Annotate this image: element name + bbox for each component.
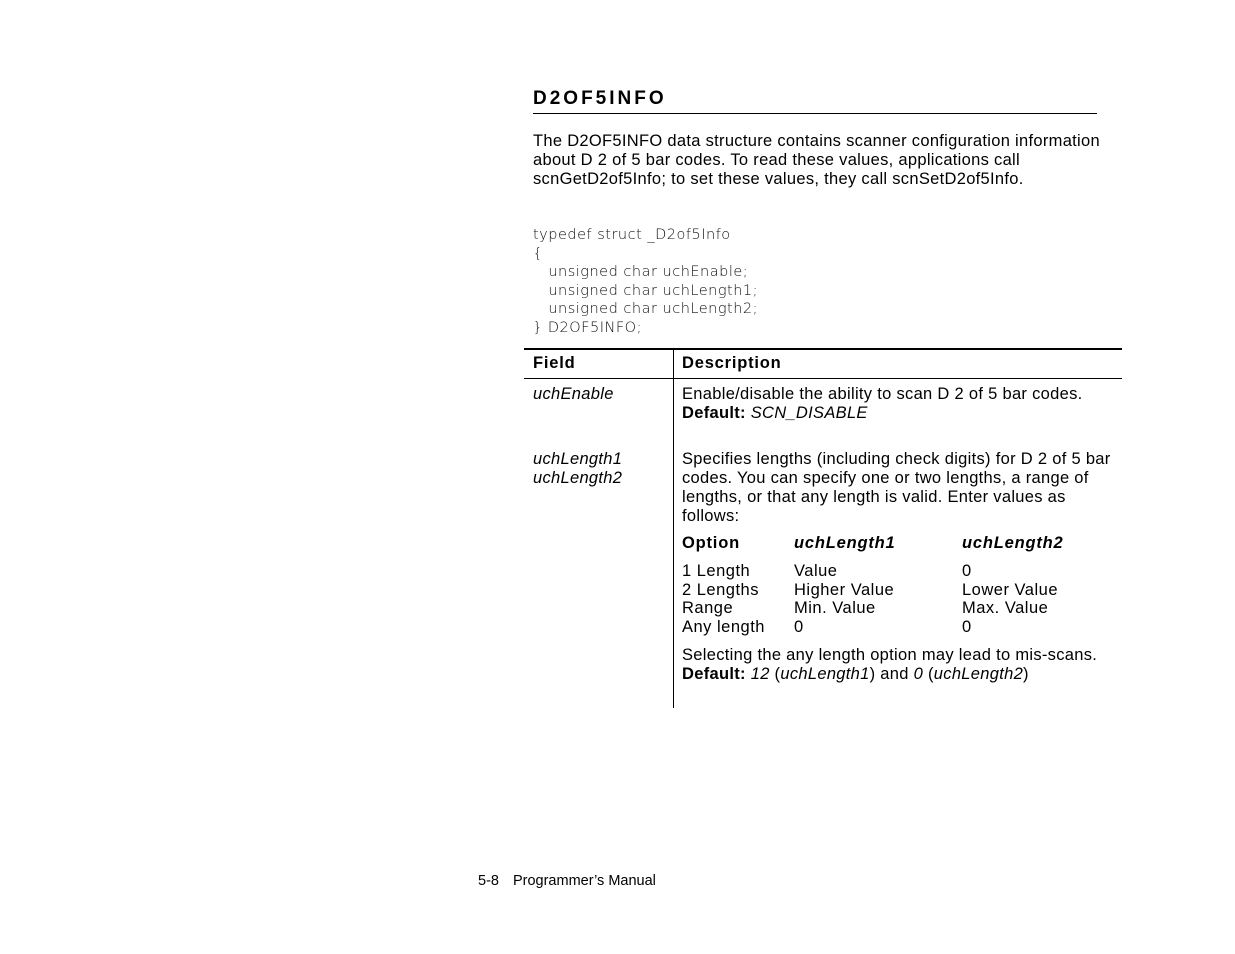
code-line: unsigned char uchLength1; [533, 282, 759, 299]
field-uchLength1: uchLength1 [533, 450, 623, 468]
uchLength-description: Specifies lengths (including check digits) for D 2 of 5 bar codes. You can specify one or two lengths, a range of lengths, or that any length is valid. Enter values as follows: [682, 450, 1111, 525]
len2-value: Max. Value [962, 599, 1049, 618]
option-header-len1: uchLength1 [794, 534, 896, 552]
page-number: 5-8 [478, 873, 499, 889]
uchLength-default: Default: 12 (uchLength1) and 0 (uchLength2) [682, 665, 1029, 683]
code-line: { [533, 245, 543, 262]
default-field-2: uchLength2 [933, 665, 1024, 683]
option-name: 2 Lengths [682, 580, 759, 599]
page-footer [478, 873, 670, 890]
code-block [533, 226, 758, 338]
default-field-1: uchLength1 [780, 665, 870, 683]
uchEnable-default [682, 404, 1114, 423]
table-header-rule [524, 378, 1122, 379]
code-line: typedef struct _D2of5Info [533, 227, 731, 243]
len1-value: Higher Value [794, 580, 895, 599]
field-uchLength2: uchLength2 [533, 469, 623, 487]
uchLength-note [682, 646, 1114, 684]
option-name: Any length [682, 617, 765, 636]
default-and: and [880, 665, 909, 683]
manual-title: Programmer’s Manual [512, 873, 656, 889]
field-uchLength [533, 450, 622, 488]
field-uchEnable: uchEnable [533, 385, 614, 403]
default-value-1: 12 [750, 665, 770, 683]
table-header-field: Field [533, 354, 576, 372]
uchEnable-desc-text: Enable/disable the ability to scan D 2 of 5 bar codes. [682, 385, 1083, 403]
len2-value: 0 [962, 562, 972, 580]
uchEnable-description [682, 385, 1114, 423]
title-divider [533, 113, 1097, 114]
code-line: unsigned char uchEnable; [533, 264, 749, 281]
len2-value: 0 [962, 617, 972, 636]
default-value-2: 0 [913, 665, 924, 683]
code-line: } D2OF5INFO; [533, 319, 642, 336]
option-column [682, 562, 765, 636]
option-name: 1 Length [682, 562, 751, 580]
default-label: Default: [682, 404, 746, 422]
table-column-divider [673, 349, 674, 708]
len1-value: 0 [794, 617, 804, 636]
table-header-description: Description [682, 354, 782, 372]
note-text: Selecting the any length option may lead to mis-scans. [682, 646, 1098, 664]
option-header-len2: uchLength2 [962, 534, 1064, 552]
len1-value: Min. Value [794, 599, 876, 618]
len1-column [794, 562, 894, 636]
len2-value: Lower Value [962, 580, 1059, 599]
default-value: SCN_DISABLE [750, 404, 868, 422]
len2-column [962, 562, 1058, 636]
option-header: Option [682, 534, 740, 552]
table-top-rule [524, 348, 1122, 350]
len1-value: Value [794, 562, 838, 580]
intro-paragraph: The D2OF5INFO data structure contains scanner configuration information about D 2 of 5 bar codes. To read these values, applications call scnGetD2of5Info; to set these values, they call scnSetD2of5Info. [533, 132, 1100, 188]
default-label: Default: [682, 665, 746, 683]
section-title: D2OF5INFO [533, 88, 667, 109]
code-line: unsigned char uchLength2; [533, 301, 759, 318]
option-name: Range [682, 599, 734, 618]
